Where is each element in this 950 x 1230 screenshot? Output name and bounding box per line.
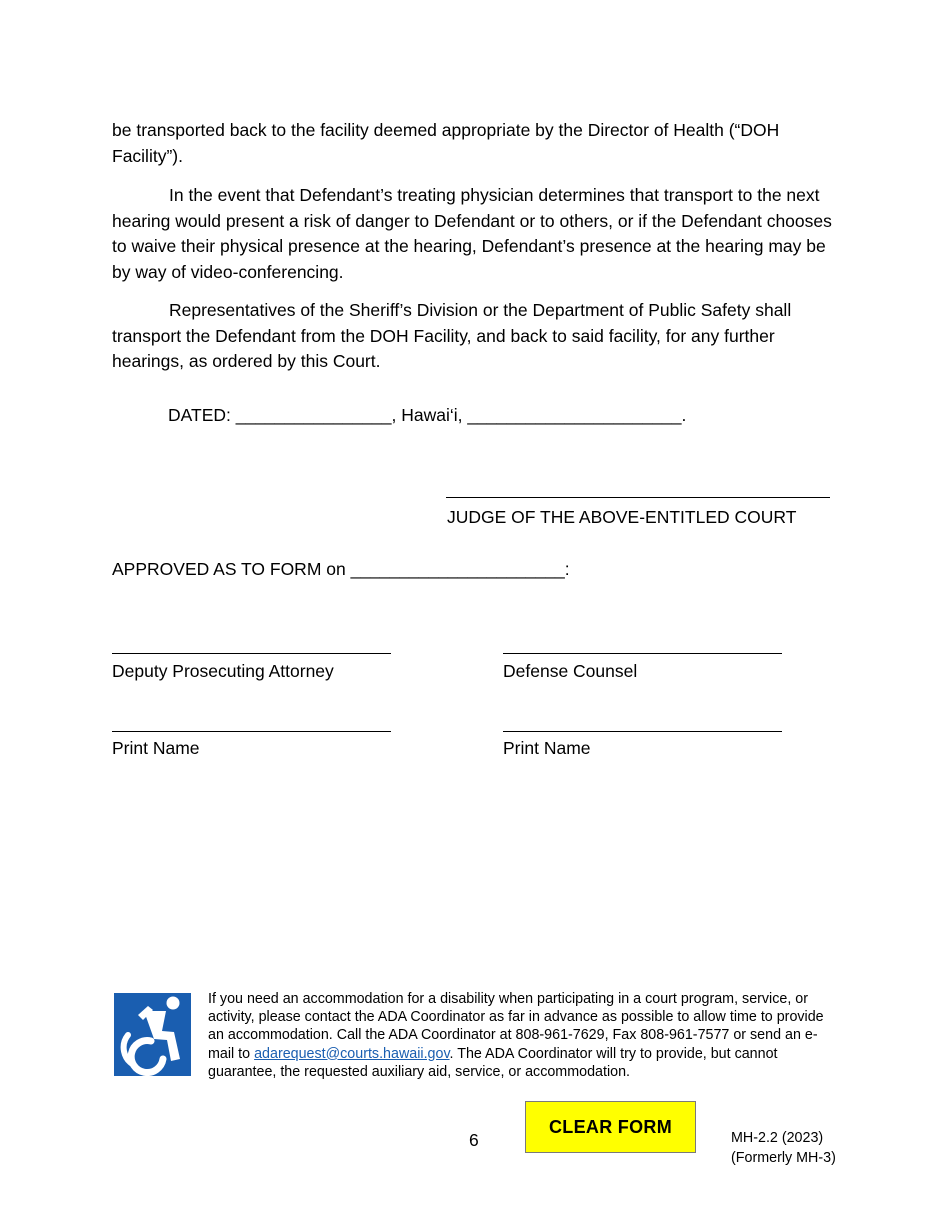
prosecutor-print-name-line[interactable] [112, 731, 391, 732]
form-former-number: (Formerly MH-3) [731, 1149, 836, 1166]
date-blank-field-2[interactable]: ______________________ [467, 405, 682, 425]
form-identifier [731, 1129, 836, 1168]
prosecutor-signature-line[interactable] [112, 653, 391, 654]
page-number: 6 [469, 1130, 479, 1150]
dated-end: . [681, 405, 687, 425]
prosecutor-role-label: Deputy Prosecuting Attorney [112, 661, 334, 681]
paragraph-transport: Representatives of the Sheriff’s Division or the Department of Public Safety shall transport the Defendant from the DOH Facility, and back to said facility, for any further hearings, as ordered by this Court. [112, 300, 792, 371]
prosecutor-print-name-label: Print Name [112, 738, 200, 758]
defense-role-label: Defense Counsel [503, 661, 638, 681]
date-blank-field[interactable]: ________________ [235, 405, 392, 425]
approved-label: APPROVED AS TO FORM on [112, 559, 346, 579]
ada-notice-text-end: . The ADA Coordinator will try to provide, but cannot guarantee, the requested auxiliary aid, service, or accommodation. [208, 1045, 778, 1080]
judge-signature-label: JUDGE OF THE ABOVE-ENTITLED COURT [447, 507, 797, 527]
ada-notice-text: If you need an accommodation for a disability when participating in a court program, service, or activity, please contact the ADA Coordinator as far in advance as possible to allow time to provide an accommodation. Call the ADA Coordinator at 808-961-7629, Fax 808-961-7577 or send an e-mail to [208, 991, 824, 1062]
clear-form-button[interactable]: CLEAR FORM [525, 1101, 696, 1153]
location-text: , Hawai‘i, [391, 405, 463, 425]
paragraph-continued: be transported back to the facility deemed appropriate by the Director of Health (“DOH Facility”). [112, 120, 780, 166]
defense-print-name-line[interactable] [503, 731, 782, 732]
defense-print-name-label: Print Name [503, 738, 591, 758]
approved-end: : [564, 559, 570, 579]
approved-date-blank-field[interactable]: ______________________ [350, 559, 565, 579]
form-number: MH-2.2 (2023) [731, 1130, 824, 1146]
dated-line [168, 404, 686, 426]
approved-line [112, 558, 570, 580]
accessibility-icon [114, 993, 191, 1076]
ada-notice [208, 990, 828, 1081]
paragraph-video-conferencing: In the event that Defendant’s treating physician determines that transport to the next hearing would present a risk of danger to Defendant or to others, or if the Defendant chooses to waive their physical presence at the hearing, Defendant’s presence at the hearing may be by way of video-conferencing. [112, 185, 832, 282]
ada-email-link[interactable]: adarequest@courts.hawaii.gov [254, 1045, 450, 1062]
dated-label: DATED: [168, 405, 231, 425]
defense-signature-line[interactable] [503, 653, 782, 654]
judge-signature-line[interactable] [446, 497, 830, 498]
